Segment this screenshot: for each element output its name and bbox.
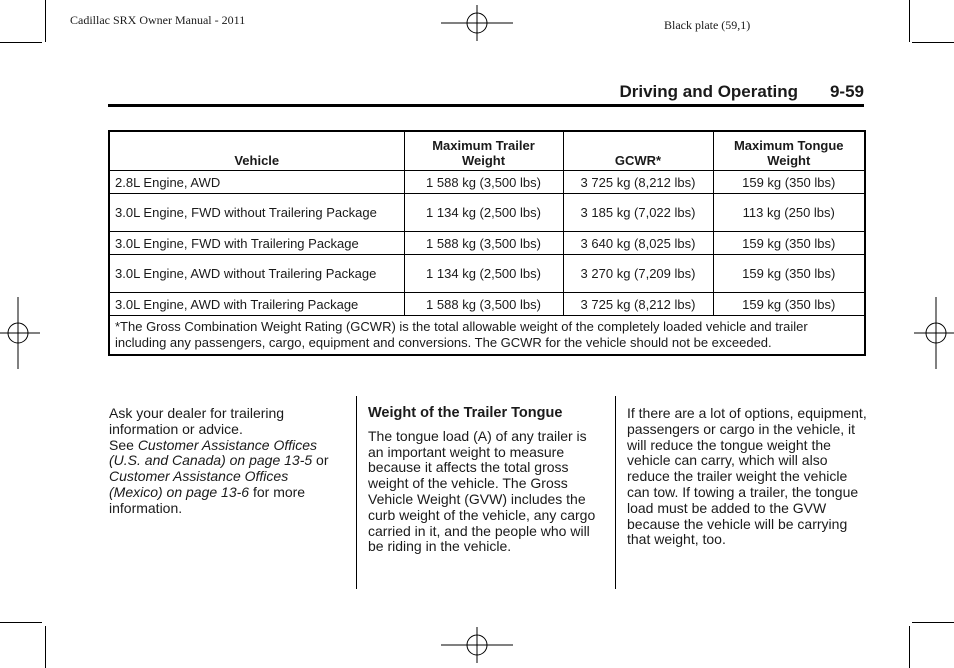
paragraph: Ask your dealer for trailering information or advice. bbox=[109, 405, 285, 437]
table-row bbox=[109, 232, 865, 255]
table-cell: 113 kg (250 lbs) bbox=[713, 194, 865, 232]
cross-reference-link[interactable]: Customer Assistance Offices (U.S. and Canada) on page 13-5 bbox=[109, 436, 318, 469]
table-header-row bbox=[109, 131, 865, 171]
table-cell: 1 134 kg (2,500 lbs) bbox=[404, 194, 563, 232]
crop-mark bbox=[909, 0, 910, 42]
table-cell: 1 588 kg (3,500 lbs) bbox=[404, 293, 563, 316]
table-cell: 159 kg (350 lbs) bbox=[713, 293, 865, 316]
trailer-weight-table bbox=[108, 130, 866, 356]
registration-mark-left bbox=[0, 297, 40, 369]
column-3 bbox=[627, 406, 867, 548]
column-divider bbox=[356, 396, 357, 589]
cross-reference-link[interactable]: Customer Assistance Offices (Mexico) on page 13-6 bbox=[109, 468, 289, 500]
registration-mark-top bbox=[441, 5, 513, 41]
crop-mark bbox=[912, 622, 954, 623]
text: for more information. bbox=[109, 483, 306, 516]
section-title: Driving and Operating bbox=[619, 82, 798, 101]
column-header: Maximum Tongue Weight bbox=[713, 131, 865, 171]
column-divider bbox=[615, 396, 616, 589]
registration-mark-bottom bbox=[441, 627, 513, 663]
table-row bbox=[109, 255, 865, 293]
subsection-heading: Weight of the Trailer Tongue bbox=[368, 405, 563, 421]
table-cell: 1 588 kg (3,500 lbs) bbox=[404, 232, 563, 255]
column-header: Vehicle bbox=[109, 131, 404, 171]
table-cell: 159 kg (350 lbs) bbox=[713, 255, 865, 293]
crop-mark bbox=[45, 626, 46, 668]
table-cell: 3 640 kg (8,025 lbs) bbox=[563, 232, 713, 255]
table-row bbox=[109, 171, 865, 194]
table-cell: 3.0L Engine, AWD with Trailering Package bbox=[109, 293, 404, 316]
column-header: GCWR* bbox=[563, 131, 713, 171]
table-cell: 3.0L Engine, FWD without Trailering Package bbox=[109, 194, 404, 232]
table-cell: 159 kg (350 lbs) bbox=[713, 171, 865, 194]
table-cell: 2.8L Engine, AWD bbox=[109, 171, 404, 194]
page-header bbox=[108, 80, 864, 107]
table-cell: 3 725 kg (8,212 lbs) bbox=[563, 293, 713, 316]
table-row bbox=[109, 293, 865, 316]
crop-mark bbox=[0, 622, 42, 623]
paragraph: If there are a lot of options, equipment, passengers or cargo in the vehicle, it will reduce the tongue weight the vehicle can carry, which will also reduce the trailer weight the vehicle can tow. If towing a trailer, the tongue load must be added to the GVW because the vehicle will be carrying that weight, too. bbox=[627, 405, 867, 548]
text: or bbox=[312, 452, 329, 469]
crop-mark bbox=[912, 42, 954, 43]
table-cell: 3 725 kg (8,212 lbs) bbox=[563, 171, 713, 194]
plate-label: Black plate (59,1) bbox=[664, 18, 751, 32]
column-1 bbox=[109, 406, 335, 517]
text: See bbox=[109, 436, 138, 453]
page-number: 9-59 bbox=[829, 82, 864, 101]
column-header: Maximum Trailer Weight bbox=[404, 131, 563, 171]
table-cell: 3.0L Engine, AWD without Trailering Package bbox=[109, 255, 404, 293]
crop-mark bbox=[0, 42, 42, 43]
manual-title: Cadillac SRX Owner Manual - 2011 bbox=[70, 13, 246, 27]
table-cell: 3 185 kg (7,022 lbs) bbox=[563, 194, 713, 232]
crop-mark bbox=[45, 0, 46, 42]
crop-mark bbox=[909, 626, 910, 668]
table-cell: 3 270 kg (7,209 lbs) bbox=[563, 255, 713, 293]
paragraph: The tongue load (A) of any trailer is an important weight to measure because it affects the total gross weight of the vehicle. The Gross Vehicle Weight (GVW) includes the curb weight of the vehicle, any cargo carried in it, and the people who will be riding in the vehicle. bbox=[368, 427, 596, 555]
registration-mark-right bbox=[914, 297, 954, 369]
paragraph bbox=[109, 438, 335, 517]
table-footnote: *The Gross Combination Weight Rating (GCWR) is the total allowable weight of the completely loaded vehicle and trailer including any passengers, cargo, equipment and conversions. The GCWR for the vehicle should not be exceeded. bbox=[109, 316, 865, 356]
table-cell: 1 134 kg (2,500 lbs) bbox=[404, 255, 563, 293]
table-cell: 1 588 kg (3,500 lbs) bbox=[404, 171, 563, 194]
column-2 bbox=[368, 406, 596, 555]
table-cell: 3.0L Engine, FWD with Trailering Package bbox=[109, 232, 404, 255]
table-row bbox=[109, 194, 865, 232]
table-cell: 159 kg (350 lbs) bbox=[713, 232, 865, 255]
table-footnote-row bbox=[109, 316, 865, 356]
